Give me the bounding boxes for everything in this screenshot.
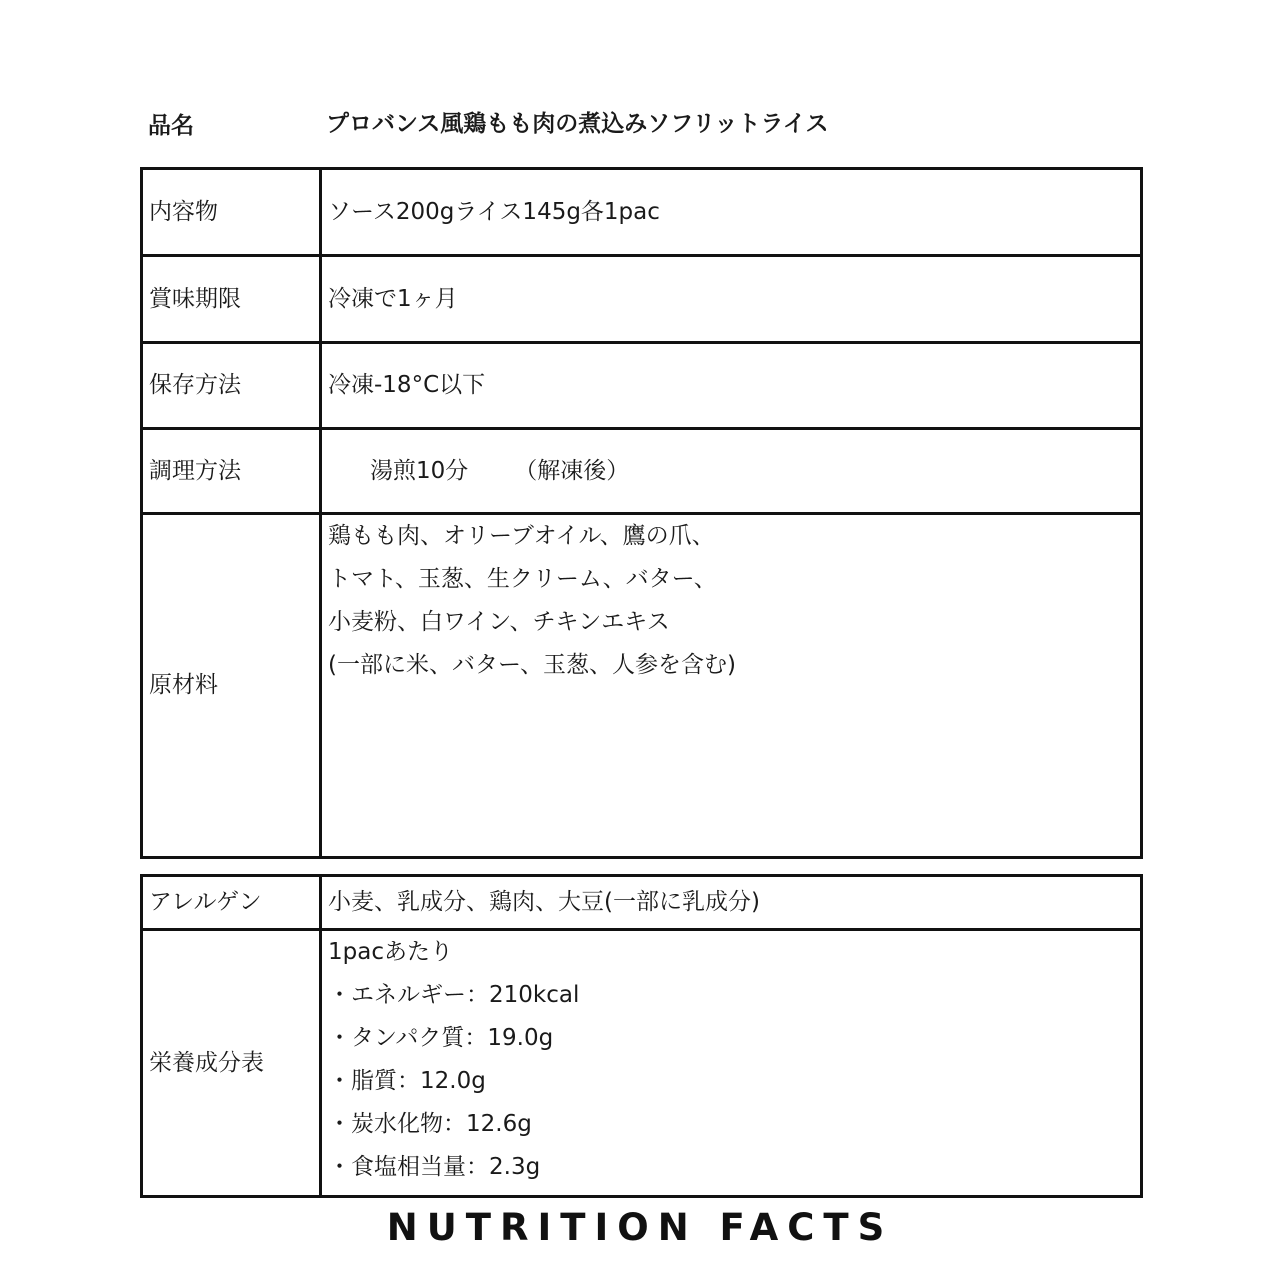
- ingredients-line: 鶏もも肉、オリーブオイル、鷹の爪、: [328, 523, 715, 549]
- best-before-label: 賞味期限: [142, 256, 321, 343]
- nutrition-line: ・脂質：12.0g: [328, 1068, 486, 1094]
- ingredients-row: [142, 514, 1142, 858]
- ingredients-line: 小麦粉、白ワイン、チキンエキス: [328, 609, 670, 635]
- nutrition-line: ・炭水化物：12.6g: [328, 1111, 532, 1137]
- nutrition-line: 1pacあたり: [328, 939, 453, 965]
- ingredients-value: [321, 514, 1142, 858]
- nutrition-line: ・タンパク質：19.0g: [328, 1025, 554, 1051]
- allergens-label: アレルゲン: [142, 876, 321, 930]
- contents-label: 内容物: [142, 169, 321, 256]
- nutrition-line: ・エネルギー：210kcal: [328, 982, 580, 1008]
- nutrition-row: [142, 930, 1142, 1197]
- nutrition-table: [140, 874, 1143, 1198]
- storage-label: 保存方法: [142, 343, 321, 429]
- best-before-value: 冷凍で1ヶ月: [321, 256, 1142, 343]
- storage-value: 冷凍-18°C以下: [321, 343, 1142, 429]
- nutrition-label: 栄養成分表: [142, 930, 321, 1197]
- product-name-value: プロバンス風鶏もも肉の煮込みソフリットライス: [326, 111, 829, 137]
- allergens-row: [142, 876, 1142, 930]
- storage-row: [142, 343, 1142, 429]
- cooking-note: （解凍後）: [514, 457, 630, 484]
- cooking-label: 調理方法: [142, 429, 321, 514]
- allergens-value: 小麦、乳成分、鶏肉、大豆(一部に乳成分): [321, 876, 1142, 930]
- nutrition-facts-title: NUTRITION FACTS: [386, 1206, 894, 1249]
- best-before-row: [142, 256, 1142, 343]
- ingredients-label: 原材料: [142, 514, 321, 858]
- cooking-method: 湯煎10分: [370, 457, 469, 484]
- cooking-value: [321, 429, 1142, 514]
- nutrition-line: ・食塩相当量：2.3g: [328, 1154, 541, 1180]
- contents-value: ソース200gライス145g各1pac: [321, 169, 1142, 256]
- ingredients-line: (一部に米、バター、玉葱、人参を含む): [328, 652, 737, 678]
- contents-row: [142, 169, 1142, 256]
- product-info-table: [140, 167, 1143, 859]
- ingredients-line: トマト、玉葱、生クリーム、バター、: [328, 566, 717, 592]
- cooking-row: [142, 429, 1142, 514]
- nutrition-value: [321, 930, 1142, 1197]
- product-name-label: 品名: [148, 113, 194, 139]
